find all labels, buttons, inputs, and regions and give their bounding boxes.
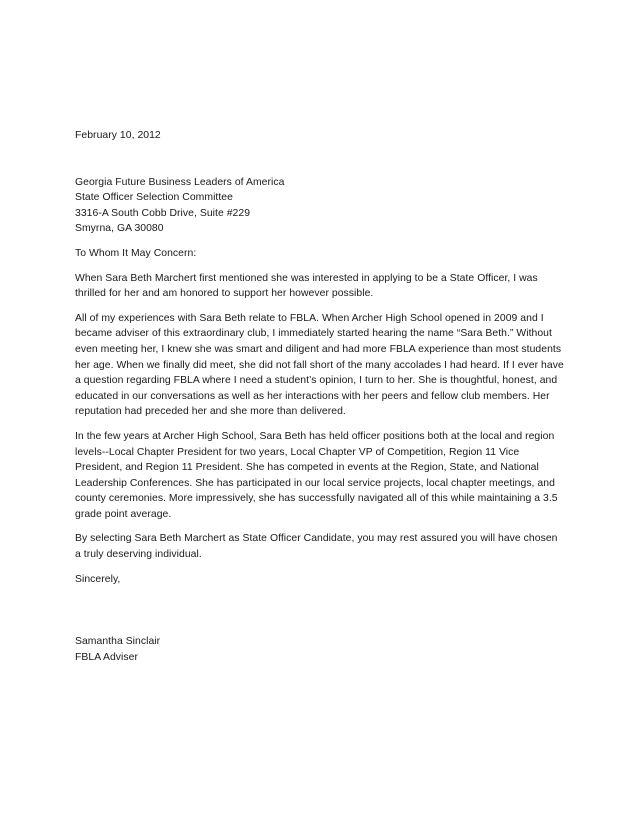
recipient-city: Smyrna, GA 30080	[75, 223, 164, 235]
paragraph-recommendation: By selecting Sara Beth Marchert as State Officer Candidate, you may rest assured you will have chosen a truly deserving individual.	[75, 533, 558, 561]
paragraph-achievements: In the few years at Archer High School, Sara Beth has held officer positions both at the local and region levels--Local Chapter President for two years, Local Chapter VP of Competition, Region 11 Vice President, and Region 11 President. She has competed in events at the Region, State, and National Leadership Conferences. She has participated in our local service projects, local chapter meetings, and county ceremonies. More impressively, she has successfully navigated all of this while maintaining a 3.5 grade point average.	[75, 430, 558, 520]
signer-name: Samantha Sinclair	[75, 636, 161, 648]
signature-block	[75, 634, 565, 665]
recipient-address	[75, 175, 565, 237]
paragraph-intro: When Sara Beth Marchert first mentioned she was interested in applying to be a State Officer, I was thrilled for her and am honored to support her however possible.	[75, 272, 538, 300]
letter-date: February 10, 2012	[75, 130, 161, 141]
paragraph-experience: All of my experiences with Sara Beth relate to FBLA. When Archer High School opened in 2009 and I became adviser of this extraordinary club, I immediately started hearing the name “Sara Beth.” Without even meeting her, I knew she was smart and diligent and had more FBLA experience than most students her age. When we finally did meet, she did not fall short of the many accolades I had heard. If I ever have a question regarding FBLA where I need a student’s opinion, I turn to her. She is thoughtful, honest, and educated in our conversations as well as her interactions with her peers and fellow club members. Her reputation had preceded her and she more than delivered.	[75, 312, 564, 418]
recipient-street: 3316-A South Cobb Drive, Suite #229	[75, 207, 251, 219]
recipient-organization: Georgia Future Business Leaders of America	[75, 176, 285, 188]
closing: Sincerely,	[75, 573, 121, 585]
salutation: To Whom It May Concern:	[75, 247, 197, 259]
letter-body	[75, 128, 565, 665]
signer-title: FBLA Adviser	[75, 651, 138, 663]
recipient-committee: State Officer Selection Committee	[75, 192, 233, 204]
